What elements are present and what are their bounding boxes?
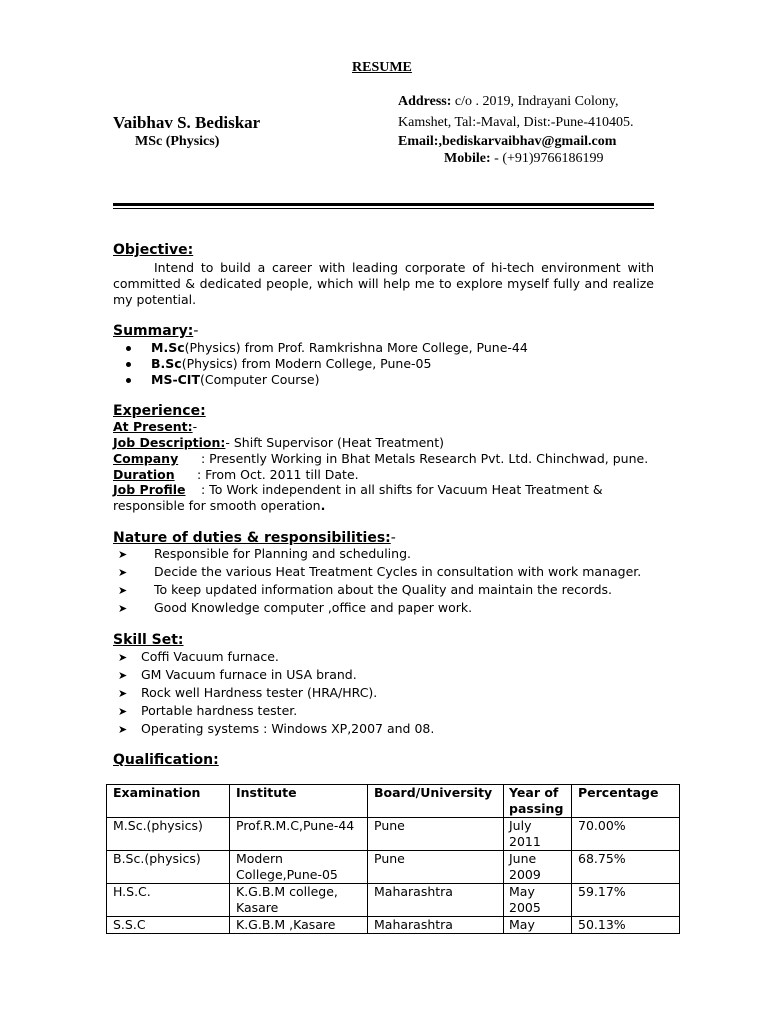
header-divider-thick (113, 203, 654, 206)
skills-list (118, 649, 658, 739)
table-cell: Pune (368, 851, 504, 884)
mobile-line (444, 151, 604, 167)
mobile-value: - (+91)9766186199 (494, 151, 604, 166)
duties-heading-line: Nature of duties & responsibilities:- (113, 530, 396, 546)
job-profile-line (113, 482, 603, 498)
table-cell: 70.00% (572, 818, 680, 851)
table-row (107, 851, 680, 884)
duties-list (118, 546, 658, 618)
bullet-dot-icon (126, 362, 131, 367)
skill-item: ➤ Rock well Hardness tester (HRA/HRC). (118, 685, 378, 700)
column-header: Percentage (572, 785, 680, 818)
candidate-degree: MSc (Physics) (135, 134, 220, 149)
experience-heading: Experience: (113, 403, 206, 419)
mobile-label: Mobile: (444, 151, 491, 166)
job-profile-line-2: responsible for smooth operation. (113, 498, 326, 513)
arrow-bullet-icon: ➤ (118, 566, 128, 579)
company-label: Company (113, 451, 179, 466)
table-cell: K.G.B.M ,Kasare (230, 917, 368, 934)
column-header: Year of passing (504, 785, 572, 818)
company-line (113, 451, 648, 467)
table-cell: Maharashtra (368, 884, 504, 917)
summary-item: MS-CIT(Computer Course) (151, 372, 528, 388)
summary-heading: Summary: (113, 323, 194, 339)
table-cell: H.S.C. (107, 884, 230, 917)
arrow-bullet-icon: ➤ (118, 705, 128, 718)
address-line-2: Kamshet, Tal:-Maval, Dist:-Pune-410405. (398, 115, 634, 130)
skill-item: ➤ Operating systems : Windows XP,2007 and 08. (118, 721, 435, 736)
arrow-bullet-icon: ➤ (118, 548, 128, 561)
table-row (107, 884, 680, 917)
column-header: Examination (107, 785, 230, 818)
arrow-bullet-icon: ➤ (118, 651, 128, 664)
job-description-line (113, 435, 444, 451)
duty-item: ➤ Responsible for Planning and scheduling. (118, 546, 411, 561)
table-cell: B.Sc.(physics) (107, 851, 230, 884)
duty-item: ➤ Good Knowledge computer ,office and paper work. (118, 600, 473, 615)
duty-item: ➤ To keep updated information about the Quality and maintain the records. (118, 582, 613, 597)
duration-line (113, 467, 359, 483)
skill-item: ➤ GM Vacuum furnace in USA brand. (118, 667, 357, 682)
address-value-1: c/o . 2019, Indrayani Colony, (454, 94, 619, 109)
table-cell: 50.13% (572, 917, 680, 934)
bullet-dot-icon (126, 378, 131, 383)
table-cell: M.Sc.(physics) (107, 818, 230, 851)
summary-heading-suffix: - (193, 323, 199, 339)
duty-item: ➤ Decide the various Heat Treatment Cycles in consultation with work manager. (118, 564, 642, 579)
job-profile-value: : To Work independent in all shifts for Vacuum Heat Treatment & (201, 482, 603, 497)
table-header-row (107, 785, 680, 818)
summary-heading-line (113, 323, 198, 339)
table-cell: 59.17% (572, 884, 680, 917)
table-cell: Prof.R.M.C,Pune-44 (230, 818, 368, 851)
table-cell: Modern College,Pune-05 (230, 851, 368, 884)
table-cell: May 2005 (504, 884, 572, 917)
objective-heading: Objective: (113, 242, 194, 258)
table-row (107, 818, 680, 851)
duration-label: Duration (113, 467, 175, 482)
table-cell: 68.75% (572, 851, 680, 884)
table-row (107, 917, 680, 934)
skills-heading: Skill Set: (113, 632, 184, 648)
arrow-bullet-icon: ➤ (118, 669, 128, 682)
table-cell: S.S.C (107, 917, 230, 934)
header-divider-thin (113, 208, 654, 209)
table-cell: Maharashtra (368, 917, 504, 934)
summary-item: B.Sc(Physics) from Modern College, Pune-05 (151, 356, 528, 372)
candidate-name: Vaibhav S. Bediskar (113, 113, 261, 132)
address-label: Address: (398, 94, 452, 109)
job-profile-label: Job Profile (113, 482, 186, 497)
resume-title: RESUME (352, 60, 412, 75)
bullet-dot-icon (126, 346, 131, 351)
table-cell: June 2009 (504, 851, 572, 884)
qualification-heading: Qualification: (113, 752, 219, 768)
job-description-label: Job Description: (113, 435, 226, 450)
duration-value: : From Oct. 2011 till Date. (197, 467, 359, 482)
column-header: Board/University (368, 785, 504, 818)
qualification-table (106, 784, 680, 934)
arrow-bullet-icon: ➤ (118, 584, 128, 597)
arrow-bullet-icon: ➤ (118, 687, 128, 700)
duties-heading: Nature of duties & responsibilities: (113, 530, 391, 546)
at-present-label: At Present: (113, 419, 193, 434)
arrow-bullet-icon: ➤ (118, 602, 128, 615)
skill-item: ➤ Coffi Vacuum furnace. (118, 649, 279, 664)
email[interactable]: Email:,bediskarvaibhav@gmail.com (398, 134, 617, 149)
table-cell: Pune (368, 818, 504, 851)
company-value: : Presently Working in Bhat Metals Research Pvt. Ltd. Chinchwad, pune. (201, 451, 649, 466)
summary-item: M.Sc(Physics) from Prof. Ramkrishna More College, Pune-44 (151, 340, 528, 356)
skill-item: ➤ Portable hardness tester. (118, 703, 298, 718)
table-cell: July 2011 (504, 818, 572, 851)
at-present-line: At Present:- (113, 419, 198, 434)
address-line-1 (398, 94, 619, 110)
column-header: Institute (230, 785, 368, 818)
table-cell: May (504, 917, 572, 934)
arrow-bullet-icon: ➤ (118, 723, 128, 736)
table-cell: K.G.B.M college, Kasare (230, 884, 368, 917)
job-description-value: - Shift Supervisor (Heat Treatment) (225, 435, 445, 450)
objective-text: Intend to build a career with leading corporate of hi-tech environment with committed & dedicated people, which will help me to explore myself fully and realize my potential. (113, 260, 654, 307)
summary-list (151, 340, 528, 388)
